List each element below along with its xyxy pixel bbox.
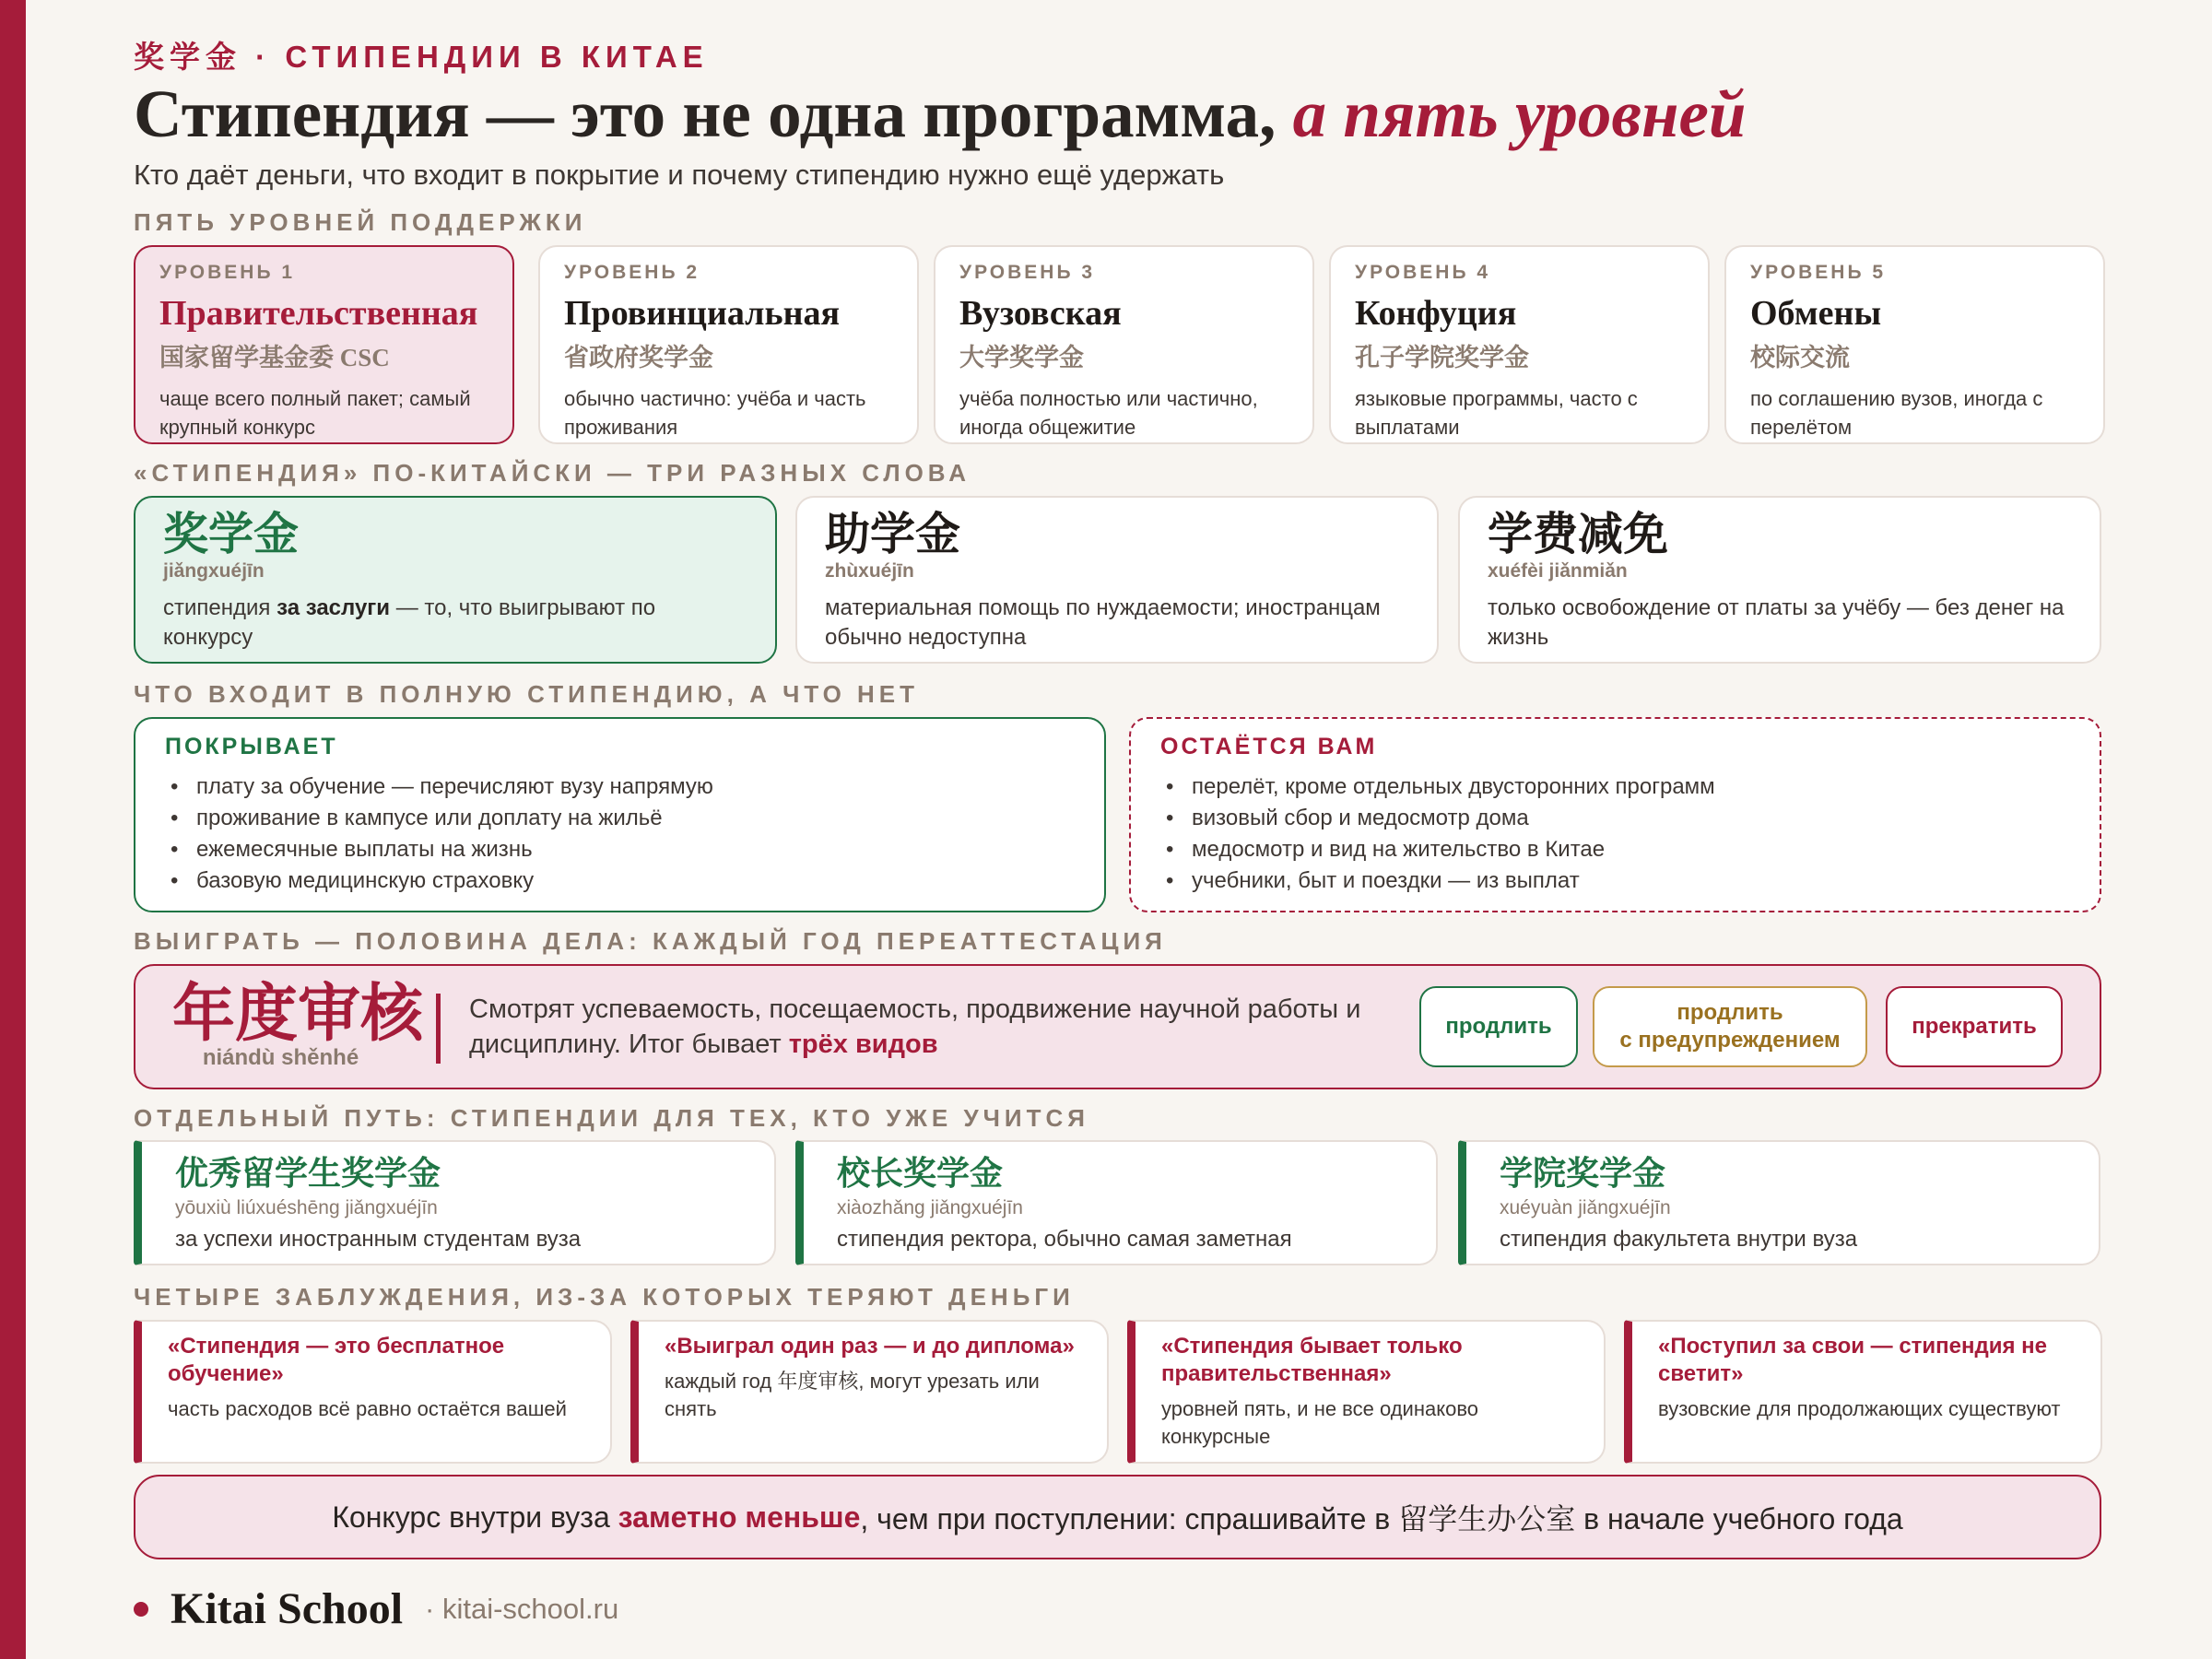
- list-item: • базовую медицинскую страховку: [165, 865, 1075, 897]
- level-chinese: 孔子学院奖学金: [1355, 344, 1529, 371]
- path-card-faculty: [1458, 1140, 2100, 1265]
- list-item: • медосмотр и вид на жительство в Китае: [1160, 834, 2070, 865]
- word-desc: материальная помощь по нуждаемости; иностранцам обычно недоступна: [825, 595, 1381, 650]
- title-accent: а пять уровней: [1292, 76, 1747, 151]
- word-hanzi: 奖学金: [163, 510, 300, 559]
- level-desc: чаще всего полный пакет; самый крупный конкурс: [159, 387, 471, 439]
- path-pinyin: yōuxiù liúxuéshēng jiǎngxuéjīn: [175, 1197, 438, 1218]
- level-card-confucius: [1329, 245, 1710, 444]
- level-name: Провинциальная: [564, 294, 841, 333]
- level-name: Вузовская: [959, 294, 1122, 333]
- level-card-provincial: [538, 245, 919, 444]
- level-label: УРОВЕНЬ 5: [1750, 262, 1887, 283]
- level-name: Конфуция: [1355, 294, 1517, 333]
- myth-quote: «Стипендия бывает только правительственная»: [1161, 1334, 1463, 1386]
- review-hanzi: 年度审核: [172, 979, 424, 1049]
- review-heading: ВЫИГРАТЬ — ПОЛОВИНА ДЕЛА: КАЖДЫЙ ГОД ПЕРЕАТТЕСТАЦИЯ: [134, 927, 1167, 955]
- myths-heading: ЧЕТЫРЕ ЗАБЛУЖДЕНИЯ, ИЗ-ЗА КОТОРЫХ ТЕРЯЮТ ДЕНЬГИ: [134, 1283, 1075, 1311]
- list-item: • проживание в кампусе или доплату на жильё: [165, 803, 1075, 834]
- path-desc: стипендия факультета внутри вуза: [1500, 1227, 1858, 1252]
- title-main: Стипендия — это не одна программа,: [134, 76, 1293, 151]
- level-chinese: 大学奖学金: [959, 344, 1084, 371]
- bottom-note-post: , чем при поступлении: спрашивайте в 留学生办公室 в начале учебного года: [860, 1502, 1903, 1535]
- myth-card: [1127, 1320, 1606, 1464]
- bottom-note-bold: заметно меньше: [618, 1500, 861, 1534]
- word-pinyin: jiǎngxuéjīn: [163, 560, 265, 582]
- myth-card: [134, 1320, 612, 1464]
- myth-quote: «Выиграл один раз — и до диплома»: [665, 1334, 1075, 1359]
- myth-quote: «Стипендия — это бесплатное обучение»: [168, 1334, 505, 1386]
- remains-title: ОСТАЁТСЯ ВАМ: [1160, 734, 1378, 759]
- brand-name: Kitai School: [171, 1584, 404, 1633]
- myth-answer: часть расходов всё равно остаётся вашей: [168, 1397, 567, 1420]
- page-title: [134, 76, 1747, 153]
- covers-title: ПОКРЫВАЕТ: [165, 734, 338, 759]
- path-desc: стипендия ректора, обычно самая заметная: [837, 1227, 1292, 1252]
- covers-list: [165, 771, 1075, 897]
- word-hanzi: 学费减免: [1488, 510, 1669, 559]
- myth-answer: каждый год 年度审核, могут урезать или снять: [665, 1370, 1040, 1420]
- level-desc: учёба полностью или частично, иногда общежитие: [959, 387, 1258, 439]
- level-label: УРОВЕНЬ 3: [959, 262, 1096, 283]
- review-text: Смотрят успеваемость, посещаемость, продвижение научной работы и дисциплину. Итог бывает трёх видов: [469, 994, 1361, 1059]
- word-card-xuefei-jianmian: [1458, 496, 2101, 664]
- level-desc: по соглашению вузов, иногда с перелётом: [1750, 387, 2043, 439]
- outcome-extend-warning: продлить с предупреждением: [1593, 986, 1867, 1067]
- path-pinyin: xuéyuàn jiǎngxuéjīn: [1500, 1197, 1671, 1218]
- word-pinyin: xuéfèi jiǎnmiǎn: [1488, 560, 1628, 582]
- path-card-excellent: [134, 1140, 776, 1265]
- path-heading: ОТДЕЛЬНЫЙ ПУТЬ: СТИПЕНДИИ ДЛЯ ТЕХ, КТО УЖЕ УЧИТСЯ: [134, 1104, 1089, 1132]
- path-hanzi: 校长奖学金: [837, 1154, 1004, 1192]
- path-desc: за успехи иностранным студентам вуза: [175, 1227, 582, 1252]
- level-chinese: 省政府奖学金: [564, 344, 713, 371]
- remains-box: [1129, 717, 2101, 912]
- level-label: УРОВЕНЬ 2: [564, 262, 700, 283]
- myth-card: [1624, 1320, 2102, 1464]
- myth-answer: вузовские для продолжающих существуют: [1658, 1397, 2061, 1420]
- level-desc: языковые программы, часто с выплатами: [1355, 387, 1638, 439]
- footer: [134, 1583, 618, 1634]
- level-desc: обычно частично: учёба и часть проживания: [564, 387, 866, 439]
- word-pinyin: zhùxuéjīn: [825, 560, 914, 582]
- coverage-heading: ЧТО ВХОДИТ В ПОЛНУЮ СТИПЕНДИЮ, А ЧТО НЕТ: [134, 680, 920, 708]
- level-card-university: [934, 245, 1314, 444]
- path-hanzi: 优秀留学生奖学金: [175, 1154, 441, 1192]
- level-card-government: [134, 245, 514, 444]
- list-item: • визовый сбор и медосмотр дома: [1160, 803, 2070, 834]
- level-chinese: 国家留学基金委 CSC: [159, 344, 390, 371]
- list-item: • учебники, быт и поездки — из выплат: [1160, 865, 2070, 897]
- kicker: 奖学金 · СТИПЕНДИИ В КИТАЕ: [134, 40, 709, 74]
- level-label: УРОВЕНЬ 4: [1355, 262, 1491, 283]
- brand-dot-icon: [134, 1602, 148, 1617]
- myth-quote: «Поступил за свои — стипендия не светит»: [1658, 1334, 2048, 1386]
- list-item: • плату за обучение — перечисляют вузу напрямую: [165, 771, 1075, 803]
- review-pinyin: niándù shěnhé: [202, 1045, 359, 1070]
- path-card-rector: [795, 1140, 1438, 1265]
- level-name: Правительственная: [159, 294, 478, 333]
- site-link[interactable]: · kitai-school.ru: [425, 1592, 619, 1625]
- level-name: Обмены: [1750, 294, 1882, 333]
- word-card-jiangxuejin: [134, 496, 777, 664]
- bottom-note: [134, 1475, 2101, 1559]
- myth-answer: уровней пять, и не все одинаково конкурсные: [1161, 1397, 1479, 1448]
- annual-review-box: [134, 964, 2101, 1089]
- words-heading: «СТИПЕНДИЯ» ПО-КИТАЙСКИ — ТРИ РАЗНЫХ СЛОВА: [134, 459, 971, 487]
- list-item: • перелёт, кроме отдельных двусторонних программ: [1160, 771, 2070, 803]
- myth-card: [630, 1320, 1109, 1464]
- level-label: УРОВЕНЬ 1: [159, 262, 296, 283]
- level-chinese: 校际交流: [1750, 344, 1850, 371]
- word-desc: стипендия за заслуги — то, что выигрывают по конкурсу: [163, 595, 656, 650]
- outcome-terminate: прекратить: [1886, 986, 2063, 1067]
- left-accent-bar: [0, 0, 26, 1659]
- covers-box: [134, 717, 1106, 912]
- bottom-note-pre: Конкурс внутри вуза: [332, 1500, 610, 1534]
- divider: [436, 994, 441, 1064]
- path-hanzi: 学院奖学金: [1500, 1154, 1666, 1192]
- levels-heading: ПЯТЬ УРОВНЕЙ ПОДДЕРЖКИ: [134, 208, 587, 236]
- word-card-zhuxuejin: [795, 496, 1439, 664]
- list-item: • ежемесячные выплаты на жизнь: [165, 834, 1075, 865]
- outcome-extend: продлить: [1419, 986, 1578, 1067]
- level-card-exchange: [1724, 245, 2105, 444]
- word-hanzi: 助学金: [825, 510, 961, 559]
- remains-list: [1160, 771, 2070, 897]
- word-desc: только освобождение от платы за учёбу — без денег на жизнь: [1488, 595, 2065, 650]
- subtitle: Кто даёт деньги, что входит в покрытие и почему стипендию нужно ещё удержать: [134, 159, 1225, 191]
- path-pinyin: xiàozhǎng jiǎngxuéjīn: [837, 1197, 1023, 1218]
